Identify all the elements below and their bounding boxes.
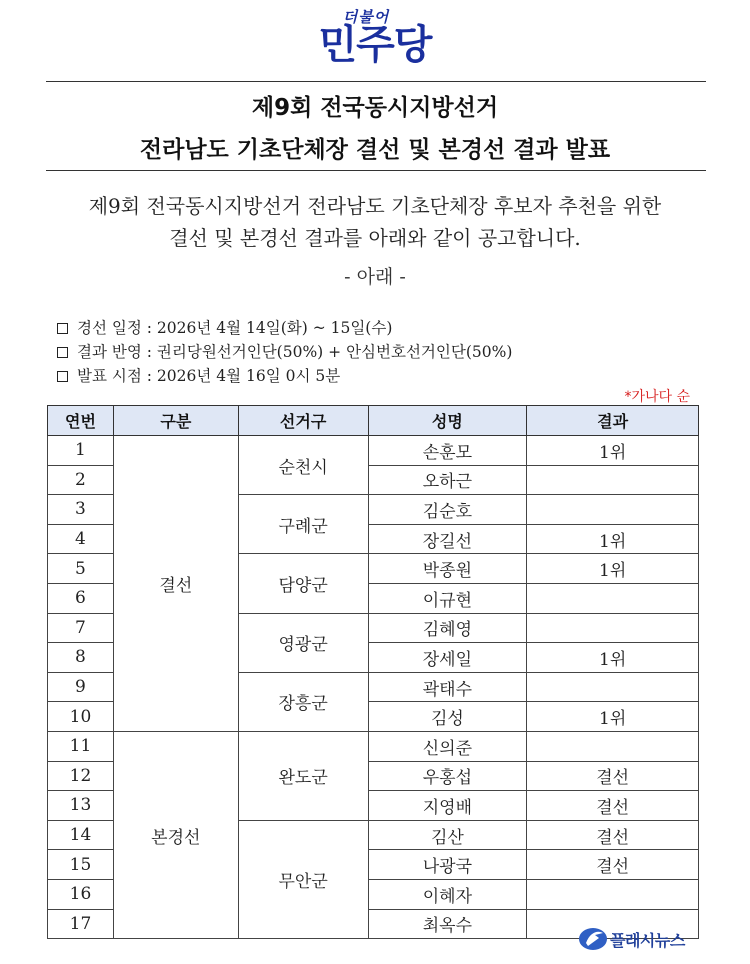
cell-no: 7 [48,613,114,643]
cell-district: 무안군 [238,820,368,938]
cell-no: 8 [48,643,114,673]
cell-no: 15 [48,850,114,880]
cell-name: 장세일 [368,643,527,673]
watermark [578,924,685,954]
document-title-line1: 제9회 전국동시지방선거 [251,95,499,121]
cell-district: 영광군 [238,613,368,672]
logo-small-text: 더불어 [342,8,390,26]
cell-result: 1위 [527,643,699,673]
intro-line1: 제9회 전국동시지방선거 전라남도 기초단체장 후보자 추천을 위한 [88,194,662,218]
info-method-text: 결과 반영 : 권리당원선거인단(50%) + 안심번호선거인단(50%) [77,343,513,361]
info-announce-time [57,364,340,386]
cell-result [527,465,699,495]
cell-no: 5 [48,554,114,584]
cell-name: 오하근 [368,465,527,495]
cell-result [527,879,699,909]
title-bottom-rule [46,170,706,171]
cell-result: 결선 [527,791,699,821]
cell-result [527,613,699,643]
cell-district: 구례군 [238,495,368,554]
cell-result [527,495,699,525]
table-row [48,436,699,466]
cell-no: 17 [48,909,114,939]
cell-name: 지영배 [368,791,527,821]
info-announce-text: 발표 시점 : 2026년 4월 16일 0시 5분 [77,367,341,385]
cell-result: 1위 [527,554,699,584]
header-district: 선거구 [238,406,368,436]
header-type: 구분 [113,406,238,436]
cell-name: 김순호 [368,495,527,525]
table-row [48,731,699,761]
cell-name: 김혜영 [368,613,527,643]
info-method [57,340,512,362]
cell-name: 나광국 [368,850,527,880]
cell-no: 10 [48,702,114,732]
cell-name: 김산 [368,820,527,850]
sort-order-note: *가나다 순 [624,389,690,405]
flash-news-logo-icon [578,924,608,954]
cell-result [527,731,699,761]
checkbox-bullet-icon [57,323,68,334]
cell-type: 본경선 [113,731,238,938]
checkbox-bullet-icon [57,347,68,358]
cell-name: 곽태수 [368,672,527,702]
below-label: - 아래 - [344,266,406,288]
watermark-text: 플래시뉴스 [610,930,685,950]
cell-name: 김성 [368,702,527,732]
party-logo [0,6,750,68]
title-top-rule [46,81,706,82]
header-name: 성명 [368,406,527,436]
cell-no: 6 [48,583,114,613]
logo-main-text: 민주당 [318,22,432,68]
document-title-line2: 전라남도 기초단체장 결선 및 본경선 결과 발표 [139,137,611,163]
header-result: 결과 [527,406,699,436]
cell-result: 결선 [527,761,699,791]
cell-no: 12 [48,761,114,791]
cell-name: 박종원 [368,554,527,584]
cell-no: 14 [48,820,114,850]
intro-line2: 결선 및 본경선 결과를 아래와 같이 공고합니다. [169,226,581,250]
cell-no: 16 [48,879,114,909]
cell-no: 1 [48,436,114,466]
cell-name: 최옥수 [368,909,527,939]
cell-result: 1위 [527,702,699,732]
cell-result: 결선 [527,820,699,850]
info-schedule-text: 경선 일정 : 2026년 4월 14일(화) ~ 15일(수) [77,319,393,337]
cell-no: 11 [48,731,114,761]
cell-no: 4 [48,524,114,554]
cell-district: 완도군 [238,731,368,820]
table-body [48,436,699,939]
cell-result: 결선 [527,850,699,880]
cell-result: 1위 [527,436,699,466]
cell-type: 결선 [113,436,238,732]
cell-district: 장흥군 [238,672,368,731]
checkbox-bullet-icon [57,371,68,382]
cell-no: 3 [48,495,114,525]
cell-name: 이혜자 [368,879,527,909]
cell-result: 1위 [527,524,699,554]
cell-name: 장길선 [368,524,527,554]
cell-no: 2 [48,465,114,495]
info-schedule [57,316,392,338]
cell-result [527,672,699,702]
cell-name: 신의준 [368,731,527,761]
cell-name: 이규현 [368,583,527,613]
cell-no: 13 [48,791,114,821]
cell-name: 우홍섭 [368,761,527,791]
cell-no: 9 [48,672,114,702]
cell-name: 손훈모 [368,436,527,466]
cell-district: 담양군 [238,554,368,613]
cell-result [527,583,699,613]
table-header-row [48,406,699,436]
results-table [47,405,699,939]
cell-district: 순천시 [238,436,368,495]
header-no: 연번 [48,406,114,436]
